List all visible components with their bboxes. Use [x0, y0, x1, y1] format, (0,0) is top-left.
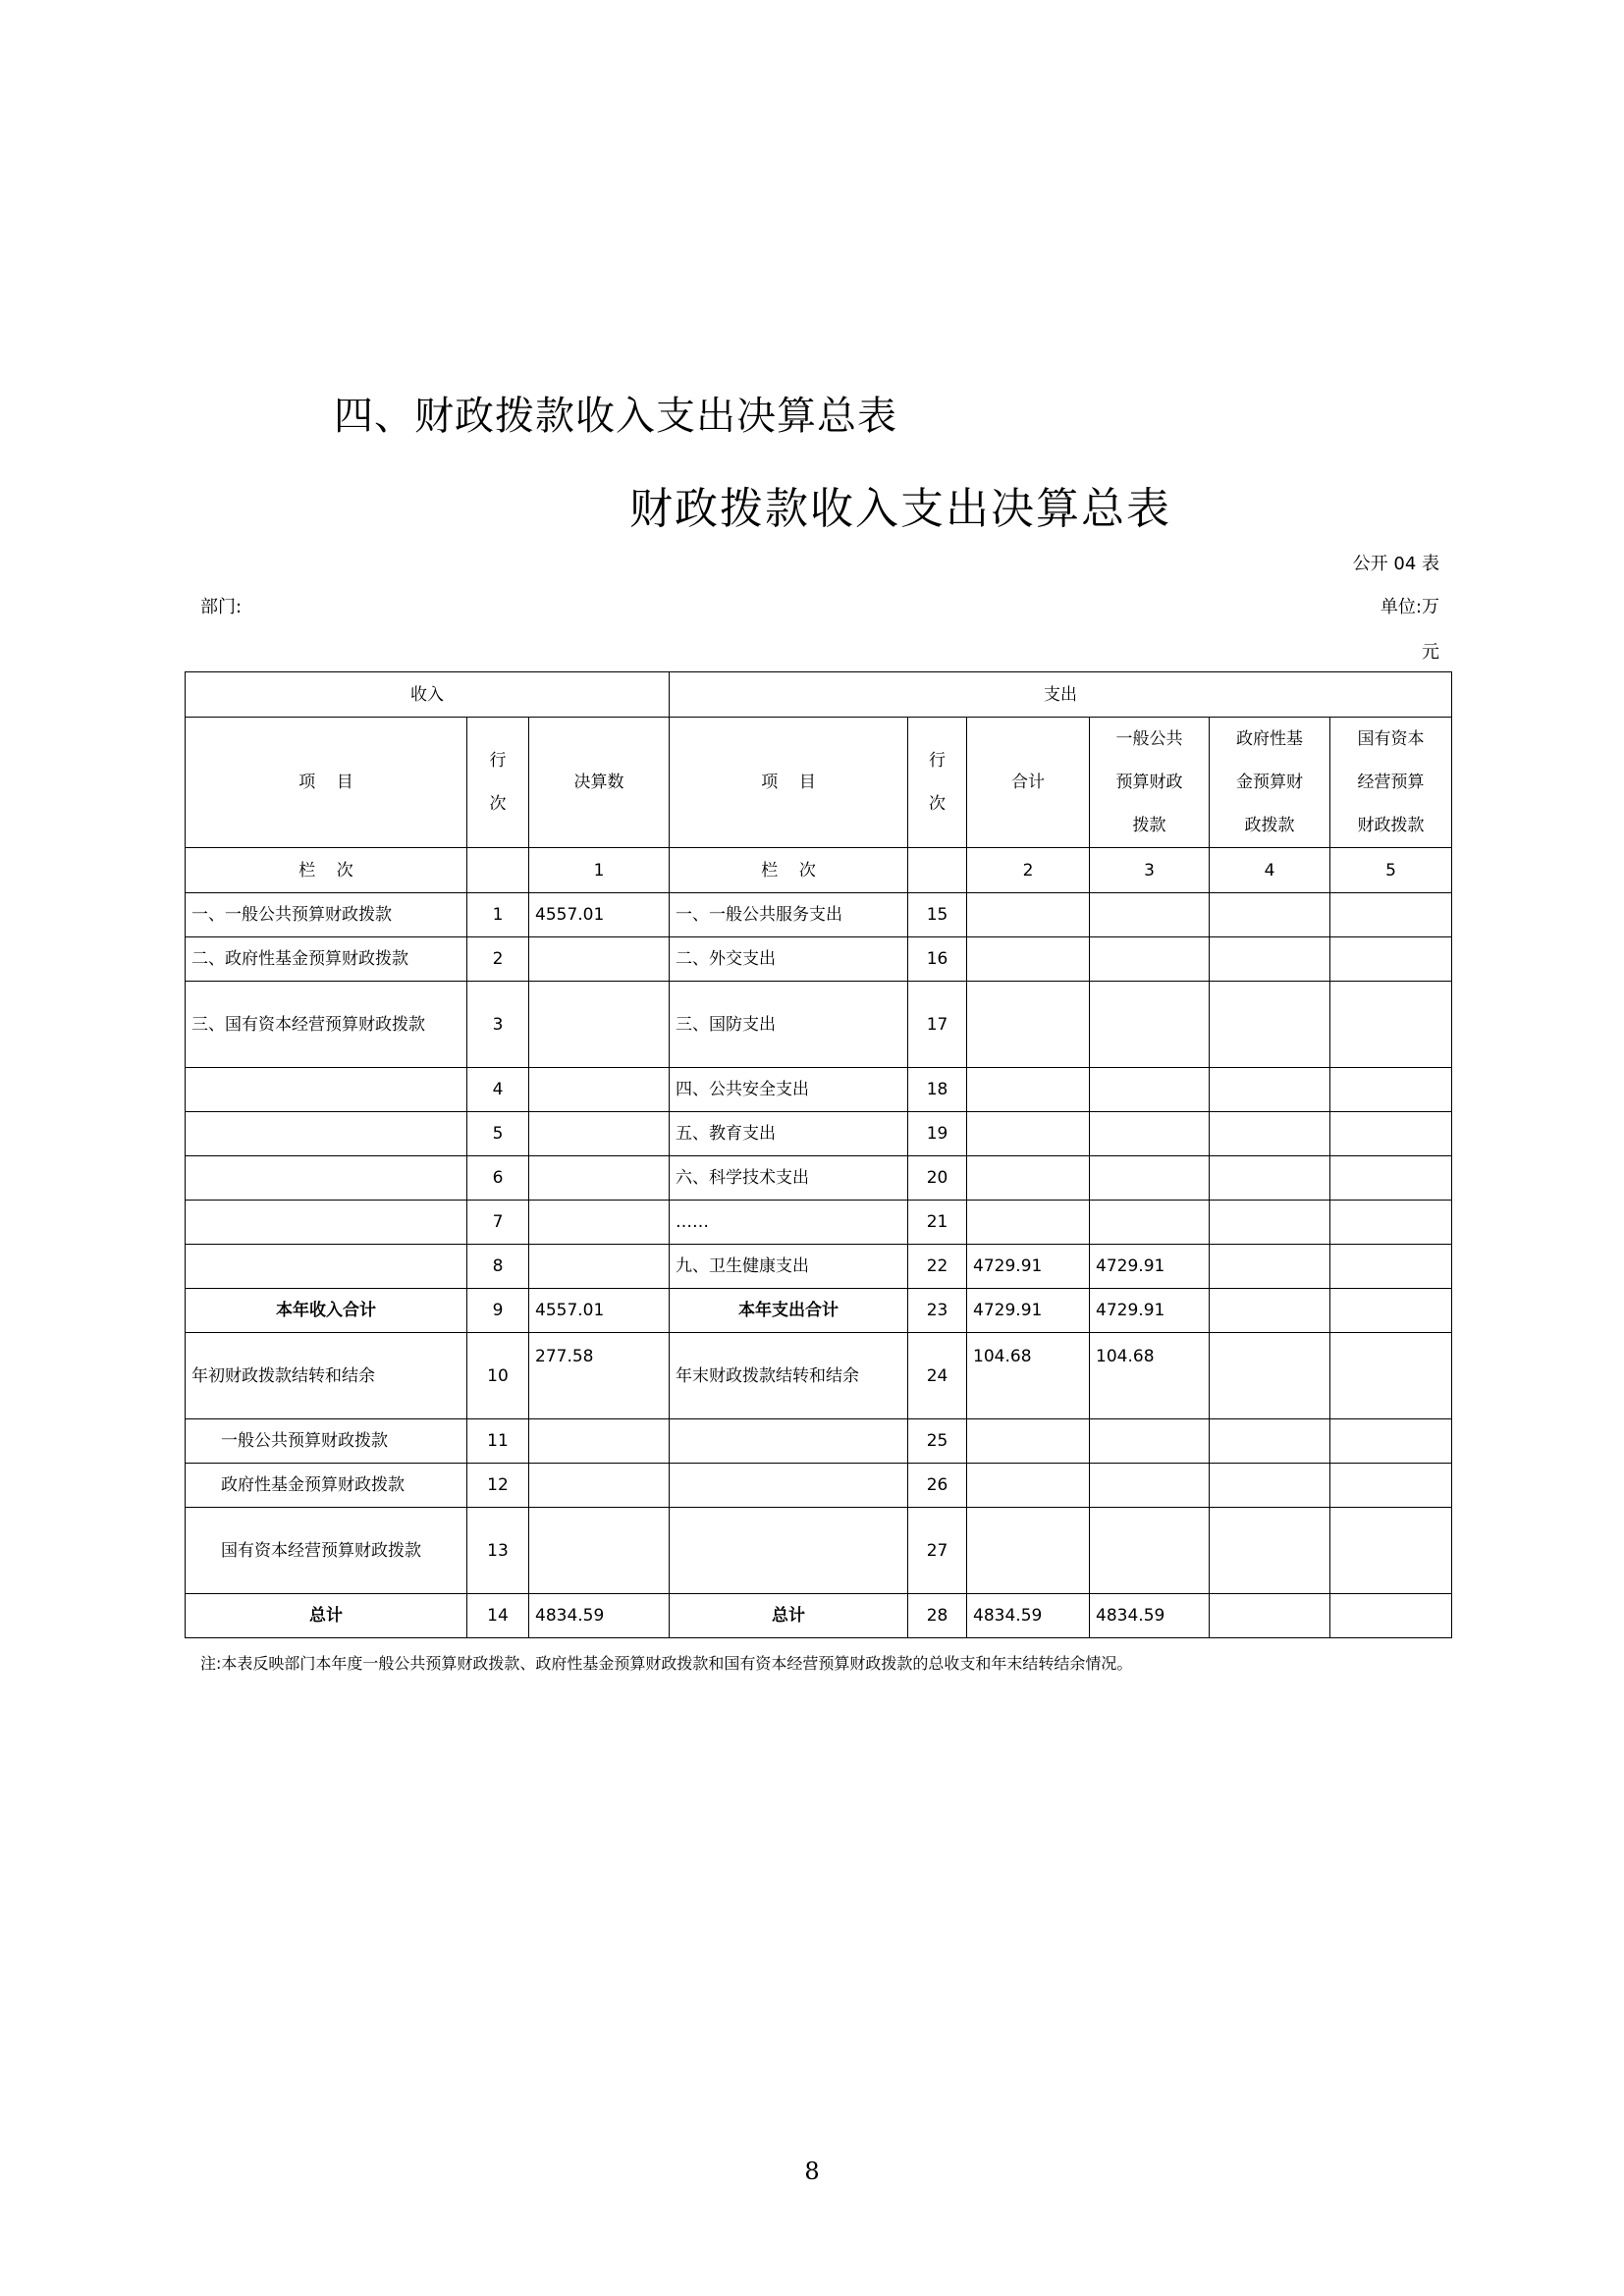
expense-line: 15 — [908, 893, 967, 937]
expense-fund — [1210, 982, 1330, 1068]
expense-fund — [1210, 1068, 1330, 1112]
expense-line: 20 — [908, 1156, 967, 1201]
expense-line: 27 — [908, 1508, 967, 1594]
table-row — [186, 1112, 1452, 1156]
expense-line: 16 — [908, 937, 967, 982]
table-row — [186, 982, 1452, 1068]
income-line: 9 — [467, 1289, 529, 1333]
income-line: 5 — [467, 1112, 529, 1156]
col-income-item: 项 目 — [186, 718, 467, 848]
expense-total: 4729.91 — [967, 1245, 1090, 1289]
expense-general — [1090, 1464, 1210, 1508]
expense-header: 支出 — [670, 672, 1452, 718]
expense-fund — [1210, 1245, 1330, 1289]
unit-label: 单位:万 — [1380, 597, 1439, 617]
expense-fund — [1210, 1289, 1330, 1333]
column-index-row — [186, 848, 1452, 893]
expense-total — [967, 893, 1090, 937]
budget-table — [185, 671, 1452, 1638]
table-row — [186, 1333, 1452, 1419]
expense-item — [670, 1464, 908, 1508]
table-row — [186, 1201, 1452, 1245]
income-item — [186, 1156, 467, 1201]
expense-state — [1330, 1508, 1452, 1594]
income-value — [529, 937, 670, 982]
expense-fund — [1210, 1156, 1330, 1201]
expense-state — [1330, 1419, 1452, 1464]
income-value — [529, 1156, 670, 1201]
income-line: 11 — [467, 1419, 529, 1464]
expense-item: 二、外交支出 — [670, 937, 908, 982]
income-value — [529, 1112, 670, 1156]
col-state-capital-budget: 国有资本 经营预算 财政拨款 — [1330, 718, 1452, 848]
income-line: 4 — [467, 1068, 529, 1112]
expense-item: 本年支出合计 — [670, 1289, 908, 1333]
expense-general — [1090, 1419, 1210, 1464]
expense-general — [1090, 1201, 1210, 1245]
income-line: 13 — [467, 1508, 529, 1594]
income-line: 6 — [467, 1156, 529, 1201]
table-row — [186, 1156, 1452, 1201]
expense-state — [1330, 1245, 1452, 1289]
expense-line: 17 — [908, 982, 967, 1068]
expense-item: 年末财政拨款结转和结余 — [670, 1333, 908, 1419]
unit-label-continued: 元 — [1422, 642, 1439, 663]
table-title: 财政拨款收入支出决算总表 — [629, 484, 1171, 534]
expense-state — [1330, 937, 1452, 982]
income-value — [529, 1508, 670, 1594]
expense-general: 4729.91 — [1090, 1245, 1210, 1289]
income-header: 收入 — [186, 672, 670, 718]
expense-total — [967, 937, 1090, 982]
table-row — [186, 1464, 1452, 1508]
expense-state — [1330, 1068, 1452, 1112]
expense-total — [967, 1068, 1090, 1112]
expense-total: 4834.59 — [967, 1594, 1090, 1638]
lanci-2: 2 — [967, 848, 1090, 893]
income-item: 一、一般公共预算财政拨款 — [186, 893, 467, 937]
table-row-subtotal — [186, 1289, 1452, 1333]
expense-general: 104.68 — [1090, 1333, 1210, 1419]
table-row — [186, 1419, 1452, 1464]
table-row — [186, 937, 1452, 982]
income-line: 10 — [467, 1333, 529, 1419]
form-number: 公开 04 表 — [1352, 554, 1439, 574]
income-item: 总计 — [186, 1594, 467, 1638]
expense-item — [670, 1419, 908, 1464]
expense-fund — [1210, 1464, 1330, 1508]
expense-item: …… — [670, 1201, 908, 1245]
expense-item — [670, 1508, 908, 1594]
page-number: 8 — [804, 2158, 820, 2185]
department-label: 部门: — [200, 597, 243, 617]
expense-fund — [1210, 937, 1330, 982]
income-value — [529, 1419, 670, 1464]
income-line: 8 — [467, 1245, 529, 1289]
income-line: 3 — [467, 982, 529, 1068]
expense-general — [1090, 1156, 1210, 1201]
income-value: 4557.01 — [529, 1289, 670, 1333]
lanci-4: 4 — [1210, 848, 1330, 893]
expense-total: 104.68 — [967, 1333, 1090, 1419]
expense-state — [1330, 1464, 1452, 1508]
col-general-budget: 一般公共 预算财政 拨款 — [1090, 718, 1210, 848]
expense-line: 25 — [908, 1419, 967, 1464]
expense-item: 一、一般公共服务支出 — [670, 893, 908, 937]
expense-general — [1090, 893, 1210, 937]
expense-line: 22 — [908, 1245, 967, 1289]
expense-line: 21 — [908, 1201, 967, 1245]
income-value: 4557.01 — [529, 893, 670, 937]
expense-fund — [1210, 893, 1330, 937]
expense-state — [1330, 893, 1452, 937]
income-value — [529, 1464, 670, 1508]
col-total: 合计 — [967, 718, 1090, 848]
expense-line: 26 — [908, 1464, 967, 1508]
column-header-row — [186, 718, 1452, 848]
expense-state — [1330, 1289, 1452, 1333]
expense-item: 五、教育支出 — [670, 1112, 908, 1156]
table-row — [186, 893, 1452, 937]
lanci-label: 栏 次 — [186, 848, 467, 893]
income-item: 三、国有资本经营预算财政拨款 — [186, 982, 467, 1068]
income-line: 7 — [467, 1201, 529, 1245]
col-fund-budget: 政府性基 金预算财 政拨款 — [1210, 718, 1330, 848]
income-value — [529, 1201, 670, 1245]
expense-state — [1330, 982, 1452, 1068]
income-item: 二、政府性基金预算财政拨款 — [186, 937, 467, 982]
expense-item: 三、国防支出 — [670, 982, 908, 1068]
expense-fund — [1210, 1594, 1330, 1638]
expense-line: 24 — [908, 1333, 967, 1419]
income-item: 国有资本经营预算财政拨款 — [186, 1508, 467, 1594]
income-item: 一般公共预算财政拨款 — [186, 1419, 467, 1464]
expense-item: 总计 — [670, 1594, 908, 1638]
expense-fund — [1210, 1112, 1330, 1156]
table-note: 注:本表反映部门本年度一般公共预算财政拨款、政府性基金预算财政拨款和国有资本经营预算财政拨款的总收支和年末结转结余情况。 — [200, 1654, 1133, 1673]
expense-general: 4834.59 — [1090, 1594, 1210, 1638]
expense-total — [967, 1508, 1090, 1594]
expense-line: 19 — [908, 1112, 967, 1156]
col-expense-line: 行 次 — [908, 718, 967, 848]
expense-state — [1330, 1156, 1452, 1201]
expense-total — [967, 1464, 1090, 1508]
expense-total: 4729.91 — [967, 1289, 1090, 1333]
income-value — [529, 1245, 670, 1289]
expense-item: 六、科学技术支出 — [670, 1156, 908, 1201]
income-value — [529, 1068, 670, 1112]
table-header-row — [186, 672, 1452, 718]
expense-state — [1330, 1201, 1452, 1245]
expense-general: 4729.91 — [1090, 1289, 1210, 1333]
lanci-5: 5 — [1330, 848, 1452, 893]
income-item: 政府性基金预算财政拨款 — [186, 1464, 467, 1508]
income-item — [186, 1201, 467, 1245]
col-final-amount: 决算数 — [529, 718, 670, 848]
income-value — [529, 982, 670, 1068]
income-value: 4834.59 — [529, 1594, 670, 1638]
table-row-total — [186, 1594, 1452, 1638]
expense-total — [967, 1419, 1090, 1464]
expense-general — [1090, 982, 1210, 1068]
col-income-line: 行 次 — [467, 718, 529, 848]
expense-state — [1330, 1333, 1452, 1419]
income-item: 本年收入合计 — [186, 1289, 467, 1333]
expense-general — [1090, 1068, 1210, 1112]
lanci-1: 1 — [529, 848, 670, 893]
table-row — [186, 1068, 1452, 1112]
table-row — [186, 1508, 1452, 1594]
lanci-blank — [908, 848, 967, 893]
expense-line: 18 — [908, 1068, 967, 1112]
income-item — [186, 1112, 467, 1156]
table-row — [186, 1245, 1452, 1289]
income-line: 12 — [467, 1464, 529, 1508]
lanci-3: 3 — [1090, 848, 1210, 893]
expense-total — [967, 1201, 1090, 1245]
expense-line: 23 — [908, 1289, 967, 1333]
expense-item: 九、卫生健康支出 — [670, 1245, 908, 1289]
expense-state — [1330, 1594, 1452, 1638]
expense-general — [1090, 1508, 1210, 1594]
expense-fund — [1210, 1419, 1330, 1464]
income-line: 14 — [467, 1594, 529, 1638]
expense-state — [1330, 1112, 1452, 1156]
section-title: 四、财政拨款收入支出决算总表 — [334, 394, 897, 439]
expense-line: 28 — [908, 1594, 967, 1638]
col-expense-item: 项 目 — [670, 718, 908, 848]
expense-total — [967, 982, 1090, 1068]
income-item — [186, 1245, 467, 1289]
expense-total — [967, 1112, 1090, 1156]
expense-fund — [1210, 1333, 1330, 1419]
income-line: 2 — [467, 937, 529, 982]
expense-fund — [1210, 1508, 1330, 1594]
income-value: 277.58 — [529, 1333, 670, 1419]
expense-general — [1090, 1112, 1210, 1156]
expense-fund — [1210, 1201, 1330, 1245]
income-line: 1 — [467, 893, 529, 937]
expense-total — [967, 1156, 1090, 1201]
income-item — [186, 1068, 467, 1112]
lanci-blank — [467, 848, 529, 893]
income-item: 年初财政拨款结转和结余 — [186, 1333, 467, 1419]
lanci-label: 栏 次 — [670, 848, 908, 893]
expense-item: 四、公共安全支出 — [670, 1068, 908, 1112]
expense-general — [1090, 937, 1210, 982]
